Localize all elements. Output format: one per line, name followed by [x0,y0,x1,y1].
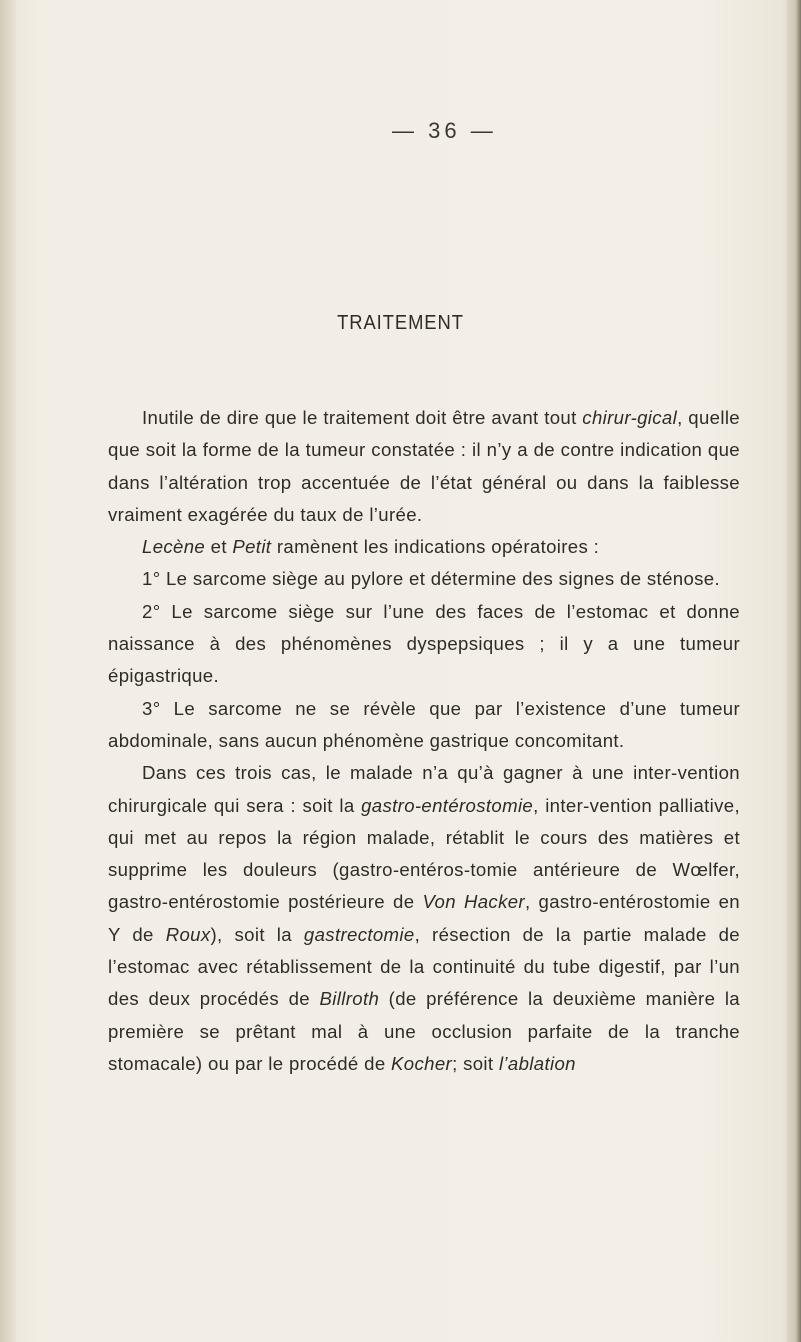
text-run: , résection de la partie malade de l’estomac avec rétablissement de la continuité du tube digestif, par l’un des deux procédés de [108,923,740,1010]
text-run: Inutile de dire que le traitement doit être avant tout [142,407,583,428]
text-run: (de préférence la deuxième manière la première se prêtant mal à une occlusion parfaite de la tranche stomacale) ou par le procédé de [108,988,740,1074]
paragraph-2 [108,531,740,563]
text-run: ), soit la [210,923,304,945]
text-run: ramènent les indications opératoires : [271,536,600,558]
text-run: , quelle que soit la forme de la tumeur constatée : il n’y a de contre indication que dans l’altération trop accentuée de l’état général ou dans la faiblesse vraiment exagérée du taux de l’urée. [108,407,740,525]
text-run: 3° Le sarcome ne se révèle que par l’existence d’une tumeur abdominale, sans aucun phénomène gastrique concomitant. [108,697,740,751]
author-name: Kocher [391,1052,453,1074]
author-name: Petit [232,536,272,558]
paragraph-6 [108,757,740,1080]
body-text [108,402,740,1080]
section-title: TRAITEMENT [337,312,464,334]
page-left-edge [0,0,16,1342]
paragraph-3 [108,563,740,595]
italic-term: l’ablation [498,1052,576,1074]
paragraph-1 [108,402,740,531]
page-right-edge [787,0,801,1342]
paragraph-4 [108,596,740,693]
author-name: Billroth [319,988,380,1010]
italic-term: gastro-entérostomie [361,794,534,816]
text-run: Dans ces trois cas, le malade n’a qu’à gagner à une inter-vention chirurgicale qui sera : soit la [108,762,740,816]
text-run: , gastro-entérostomie en Y de [108,891,740,945]
text-run: 1° Le sarcome siège au pylore et détermine des signes de sténose. [142,568,720,590]
page-number: — 36 — [392,118,497,143]
text-run: ; soit [452,1052,499,1074]
paragraph-5 [108,693,740,758]
text-run: , inter-vention palliative, qui met au repos la région malade, rétablit le cours des matières et supprime les douleurs (gastro-entéros-tomie antérieure de Wœlfer, gastro-entérostomie postérieure de [108,794,740,913]
italic-term: chirur-gical [582,407,678,428]
italic-term: gastrectomie [303,923,415,945]
author-name: Von Hacker [422,891,525,913]
author-name: Roux [165,923,211,945]
text-run: 2° Le sarcome siège sur l’une des faces de l’estomac et donne naissance à des phénomènes dyspepsiques ; il y a une tumeur épigastrique. [108,600,740,687]
text-run: et [205,536,233,558]
author-name: Lecène [142,536,206,558]
